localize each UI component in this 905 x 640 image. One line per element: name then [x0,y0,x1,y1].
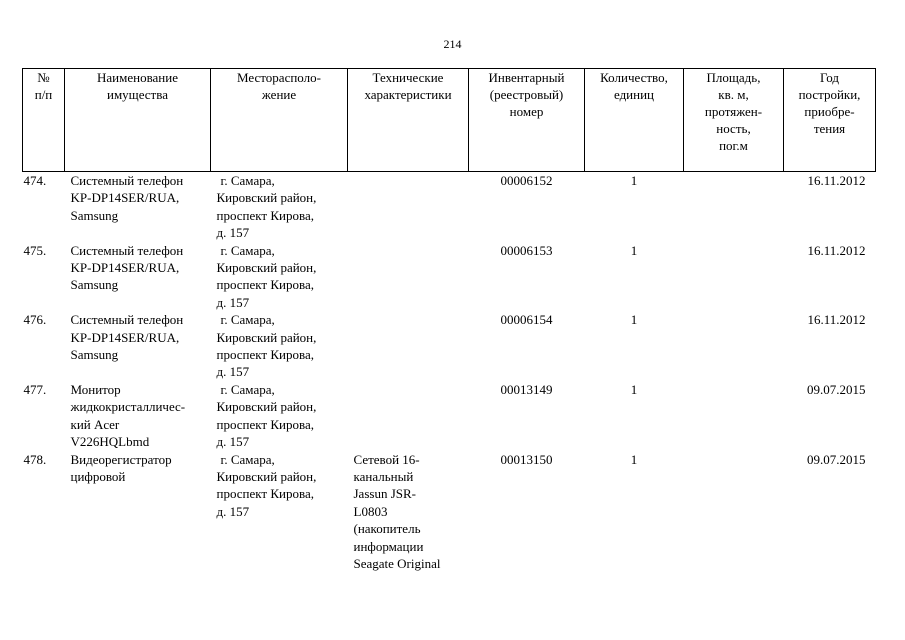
row-tech [348,242,469,312]
row-inventory: 00006152 [500,173,553,188]
row-name: Видеорегистратор цифровой [70,451,172,484]
row-num: 477. [23,381,47,397]
header-num: № п/п [23,69,65,172]
row-location: г. Самара, Кировский район, проспект Кирова, д. 157 [216,312,317,380]
header-name: Наименование имущества [65,69,211,172]
row-area [684,451,784,573]
row-quantity: 1 [630,312,638,328]
header-location: Месторасполо- жение [211,69,348,172]
table-header [23,69,876,172]
row-quantity: 1 [630,381,638,397]
row-tech [348,311,469,381]
property-registry-table [22,68,876,572]
row-name: Монитор жидкокристалличес- кий Acer V226HQLbmd [70,381,186,450]
row-tech [348,381,469,451]
row-name: Системный телефон KP-DP14SER/RUA, Samsung [70,242,184,293]
table-row [23,242,876,312]
header-area: Площадь, кв. м, протяжен- ность, пог.м [684,69,784,172]
row-area [684,381,784,451]
table-row [23,311,876,381]
header-row [23,69,876,172]
row-area [684,172,784,242]
row-location: г. Самара, Кировский район, проспект Кирова, д. 157 [216,173,317,241]
row-location: г. Самара, Кировский район, проспект Кирова, д. 157 [216,242,317,310]
table-body [23,172,876,573]
header-tech: Технические характеристики [348,69,469,172]
row-num: 476. [23,312,47,328]
row-inventory: 00006153 [500,242,553,258]
row-date: 09.07.2015 [807,451,866,467]
header-inventory: Инвентарный (реестровый) номер [469,69,585,172]
row-name: Системный телефон KP-DP14SER/RUA, Samsung [70,173,184,223]
table-row [23,172,876,242]
row-quantity: 1 [630,242,638,258]
row-date: 16.11.2012 [807,312,866,328]
row-num: 474. [23,173,47,188]
table-row [23,381,876,451]
row-area [684,242,784,312]
row-inventory: 00013150 [500,451,553,467]
row-location: г. Самара, Кировский район, проспект Кирова, д. 157 [216,451,317,519]
row-tech: Сетевой 16- канальный Jassun JSR- L0803 (накопитель информации Seagate Original [353,451,441,571]
page-number: 214 [443,37,462,51]
header-quantity: Количество, единиц [585,69,684,172]
row-date: 09.07.2015 [807,381,866,397]
row-inventory: 00006154 [500,312,553,328]
row-num: 478. [23,451,47,467]
row-tech [348,172,469,242]
row-name: Системный телефон KP-DP14SER/RUA, Samsung [70,312,184,363]
row-inventory: 00013149 [500,381,553,397]
table-row [23,451,876,573]
row-area [684,311,784,381]
row-quantity: 1 [630,451,638,467]
row-location: г. Самара, Кировский район, проспект Кирова, д. 157 [216,381,317,450]
row-date: 16.11.2012 [807,242,866,258]
row-date: 16.11.2012 [807,173,866,188]
header-year: Год постройки, приобре- тения [784,69,876,172]
row-quantity: 1 [630,173,638,188]
row-num: 475. [23,242,47,258]
